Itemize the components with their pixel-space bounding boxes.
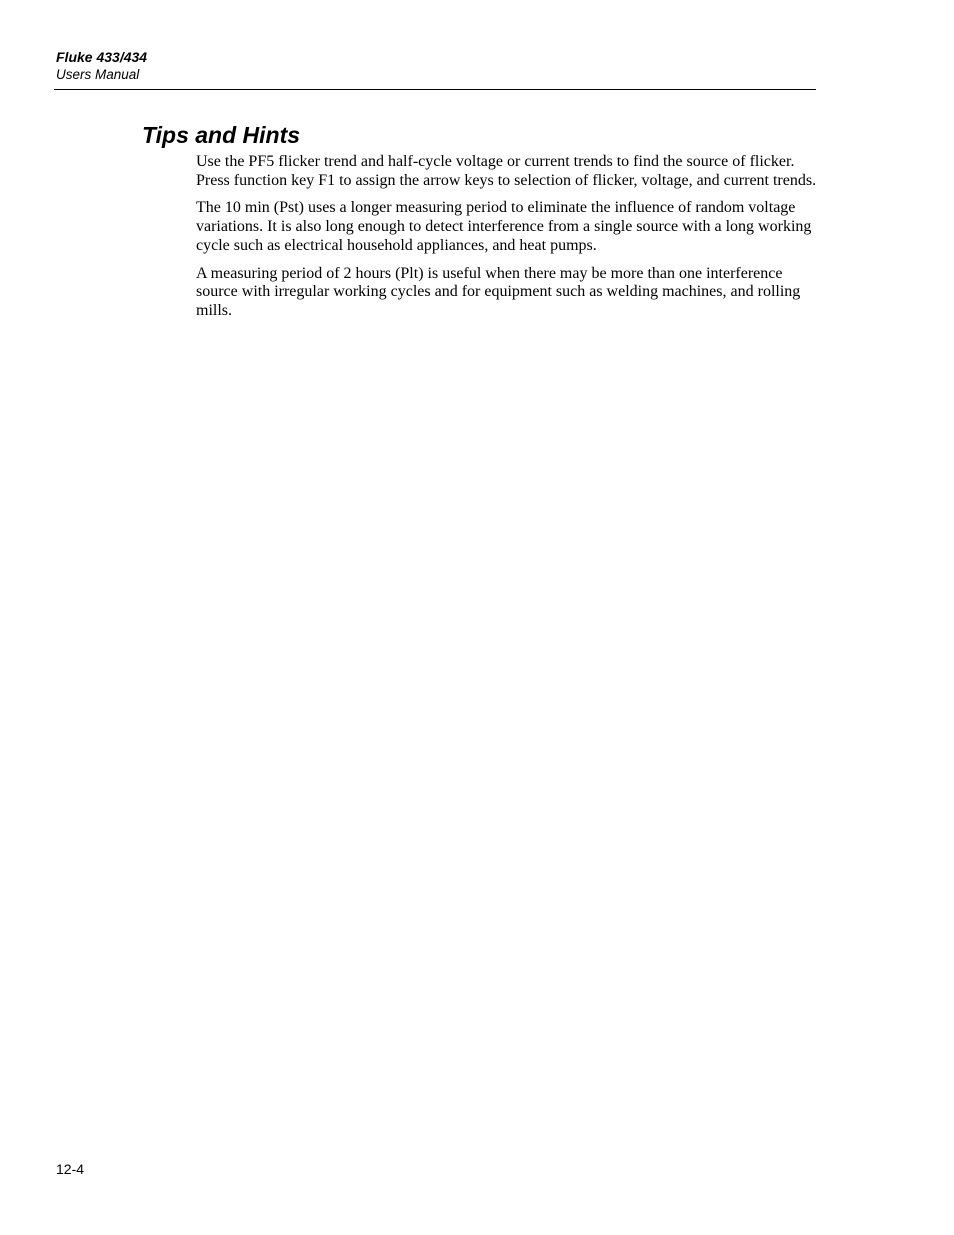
paragraph-1: Use the PF5 flicker trend and half-cycle voltage or current trends to find the source of flicker. Press function key F1 to assign the arrow keys to selection of flicker, voltage, and current trends. [196, 153, 817, 189]
running-header [56, 48, 816, 84]
section-body [196, 153, 818, 330]
page-number: 12-4 [56, 1161, 85, 1177]
section-title: Tips and Hints [142, 122, 301, 148]
product-name: Fluke 433/434 [56, 49, 148, 65]
manual-name: Users Manual [56, 67, 140, 82]
paragraph-3: A measuring period of 2 hours (Plt) is useful when there may be more than one interference source with irregular working cycles and for equipment such as welding machines, and rolling mills. [196, 264, 801, 319]
paragraph-2: The 10 min (Pst) uses a longer measuring period to eliminate the influence of random voltage variations. It is also long enough to detect interference from a single source with a long working cycle such as electrical household appliances, and heat pumps. [196, 199, 812, 254]
header-rule [54, 89, 816, 90]
